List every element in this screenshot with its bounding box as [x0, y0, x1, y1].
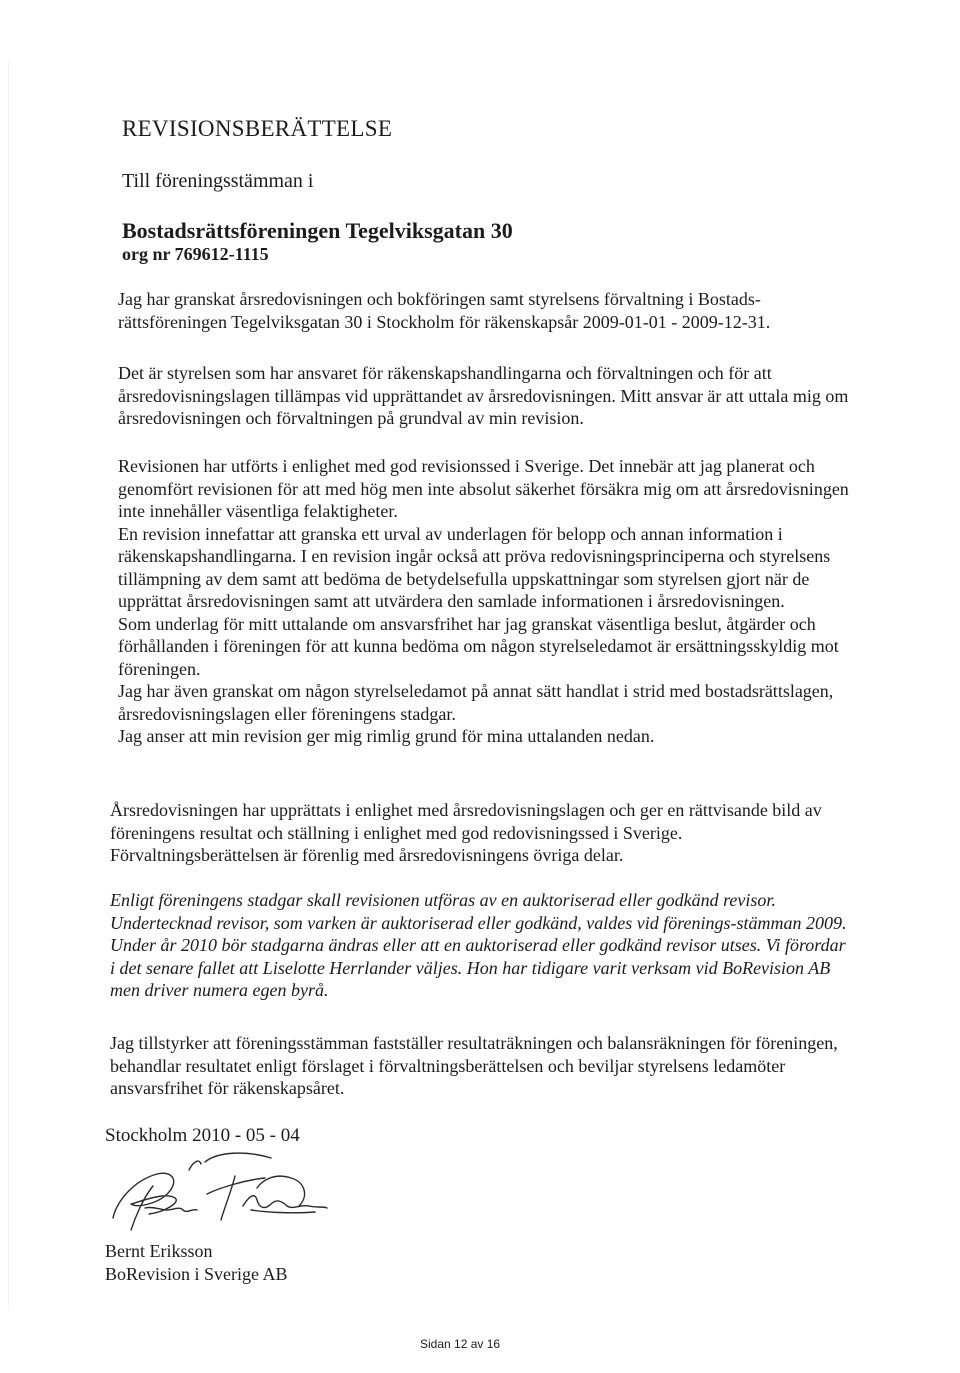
paragraph-audit-scope: En revision innefattar att granska ett urval av underlagen för belopp och annan information i räkenskapshandlingarna. I en revision ingår också att pröva redovisningsprinciperna och styrelsens tillämpning av dem samt att bedöma de betydelsefulla uppskattningar som styrelsen gjort när de upprättat årsredovisningen samt att utvärdera den samlade informationen i årsredovisningen.: [118, 523, 831, 611]
document-title: REVISIONSBERÄTTELSE: [122, 116, 393, 141]
paragraph-opinion: Årsredovisningen har upprättats i enlighet med årsredovisningslagen och ger en rättvisande bild av föreningens resultat och ställning i enlighet med god redovisningssed i Sverige. Förvaltningsberättelsen är förenlig med årsredovisningens övriga delar.: [110, 800, 822, 865]
addressee: Till föreningsstämman i: [122, 170, 314, 192]
paragraph-auditor-note: Enligt föreningens stadgar skall revisionen utföras av en auktoriserad eller godkänd revisor. Undertecknad revisor, som varken är auktoriserad eller godkänd, valdes vid förenings-stämman 2009. Under år 2010 bör stadgarna ändras eller att en auktoriserad eller godkänd revisor utses. Vi förordar i det senare fallet att Liselotte Herrlander väljes. Hon har tidigare varit verksam vid BoRevision AB men driver numera egen byrå.: [110, 890, 847, 1000]
place-and-date: Stockholm 2010 - 05 - 04: [105, 1125, 300, 1146]
paragraph-board-compliance: Jag har även granskat om någon styrelseledamot på annat sätt handlat i strid med bostadsrättslagen, årsredovisningslagen eller föreningens stadgar.: [118, 681, 834, 724]
org-number: org nr 769612-1115: [122, 244, 269, 264]
paragraph-audit-standard: Revisionen har utförts i enlighet med god revisionssed i Sverige. Det innebär att jag planerat och genomfört revisionen för att med hög men inte absolut säkerhet försäkra mig om att årsredovisningen inte innehåller väsentliga felaktigheter.: [118, 456, 849, 521]
paragraph-discharge-basis: Som underlag för mitt uttalande om ansvarsfrihet har jag granskat väsentliga beslut, åtgärder och förhållanden i föreningen för att kunna bedöma om någon styrelseledamot är ersättningsskyldig mot föreningen.: [118, 613, 839, 679]
paragraph-recommendation: Jag tillstyrker att föreningsstämman fastställer resultaträkningen och balansräkningen för föreningen, behandlar resultatet enligt förslaget i förvaltningsberättelsen och beviljar styrelsens ledamöter ansvarsfrihet för räkenskapsåret.: [110, 1033, 838, 1098]
signer-name: Bernt Eriksson: [105, 1241, 213, 1261]
page-number: Sidan 12 av 16: [420, 1337, 501, 1351]
scan-edge-line: [8, 60, 9, 1310]
paragraph-responsibility: Det är styrelsen som har ansvaret för räkenskapshandlingarna och förvaltningen och för att årsredovisningslagen tillämpas vid upprättandet av årsredovisningen. Mitt ansvar är att uttala mig om årsredovisningen och förvaltningen på grundval av min revision.: [118, 363, 849, 428]
paragraph-audit-method: [118, 455, 858, 748]
paragraph-scope: Jag har granskat årsredovisningen och bokföringen samt styrelsens förvaltning i Bostads-rättsföreningen Tegelviksgatan 30 i Stockholm för räkenskapsår 2009-01-01 - 2009-12-31.: [118, 289, 771, 332]
signer-firm: BoRevision i Sverige AB: [105, 1264, 288, 1284]
paragraph-reasonable-basis: Jag anser att min revision ger mig rimlig grund för mina uttalanden nedan.: [118, 726, 655, 746]
association-name: Bostadsrättsföreningen Tegelviksgatan 30: [122, 218, 513, 243]
handwritten-signature: [95, 1148, 335, 1238]
